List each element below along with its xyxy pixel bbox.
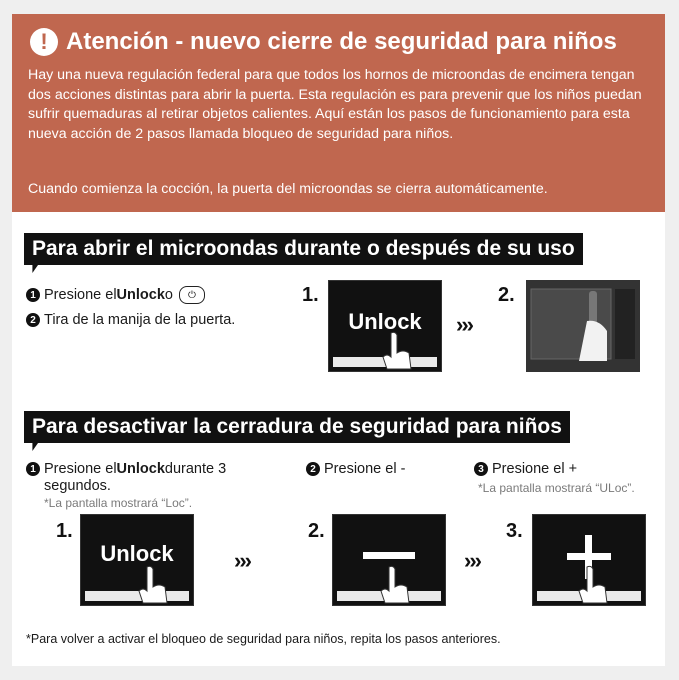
step-number-1: 1 <box>26 288 40 302</box>
finger-icon <box>377 331 417 371</box>
open-step-1-suffix: o <box>164 287 173 303</box>
step-number-1: 1 <box>26 462 40 476</box>
disable-arrows-1: ››› <box>234 548 250 573</box>
open-image-1-label: 1. <box>302 284 319 306</box>
footer-note: *Para volver a activar el bloqueo de seguridad para niños, repita los pasos anteriores. <box>26 632 501 646</box>
section-disable-heading: Para desactivar la cerradura de seguridad para niños <box>24 411 570 443</box>
unlock-panel-image <box>328 280 442 372</box>
disable-step-1-line2: segundos. <box>44 478 111 494</box>
disable-step-3-text: Presione el + <box>492 461 578 477</box>
open-step-1-prefix: Presione el <box>44 287 117 303</box>
minus-icon <box>363 552 415 559</box>
instruction-card <box>12 14 665 666</box>
open-image-2-label: 2. <box>498 284 515 306</box>
banner-note: Cuando comienza la cocción, la puerta del microondas se cierra automáticamente. <box>28 181 548 197</box>
banner-body: Hay una nueva regulación federal para que todos los hornos de microondas de encimera tengan dos acciones distintas para abrir la puerta. Esta regulación es para prevenir que los niños puedan sufrir quemaduras al retirar objetos calientes. Aquí están los pasos de funcionamiento para esta nueva acción de 2 pasos llamada bloqueo de seguridad para niños. <box>28 67 642 142</box>
disable-step-3 <box>474 461 577 477</box>
plus-panel <box>532 514 646 606</box>
disable-step-2 <box>306 461 405 477</box>
disable-unlock-text: Unlock <box>100 541 174 566</box>
step-number-2: 2 <box>306 462 320 476</box>
warning-banner <box>12 14 665 212</box>
disable-step-1-bold: Unlock <box>116 461 165 477</box>
door-handle-image <box>526 280 640 372</box>
disable-step-1 <box>26 461 226 477</box>
unlock-panel-text: Unlock <box>348 309 422 334</box>
disable-image-1-label: 1. <box>56 520 73 542</box>
disable-arrows-2: ››› <box>464 548 480 573</box>
disable-image-3-label: 3. <box>506 520 523 542</box>
disable-step-1-prefix: Presione el <box>44 461 117 477</box>
disable-image-2-label: 2. <box>308 520 325 542</box>
exclamation-icon: ! <box>30 28 58 56</box>
section-open-heading: Para abrir el microondas durante o después de su uso <box>24 233 583 265</box>
finger-icon <box>375 565 415 605</box>
finger-icon <box>133 565 173 605</box>
disable-unlock-panel <box>80 514 194 606</box>
banner-title <box>30 28 617 56</box>
open-step-1 <box>26 286 205 304</box>
open-step-1-bold: Unlock <box>116 287 165 303</box>
minus-panel <box>332 514 446 606</box>
open-step-2-text: Tira de la manija de la puerta. <box>44 312 236 328</box>
disable-step-1-note: *La pantalla mostrará “Loc”. <box>44 496 193 510</box>
open-arrows: ››› <box>456 312 472 337</box>
disable-step-1-suffix: durante 3 <box>164 461 227 477</box>
disable-step-3-note: *La pantalla mostrará “ULoc”. <box>478 481 635 495</box>
step-number-3: 3 <box>474 462 488 476</box>
disable-step-2-text: Presione el - <box>324 461 406 477</box>
finger-icon <box>573 565 613 605</box>
microwave-door-illustration <box>527 281 639 371</box>
step-number-2: 2 <box>26 313 40 327</box>
banner-title-text: Atención - nuevo cierre de seguridad para niños <box>66 28 617 55</box>
open-step-2 <box>26 312 235 328</box>
power-icon: ⏻ <box>179 286 205 304</box>
